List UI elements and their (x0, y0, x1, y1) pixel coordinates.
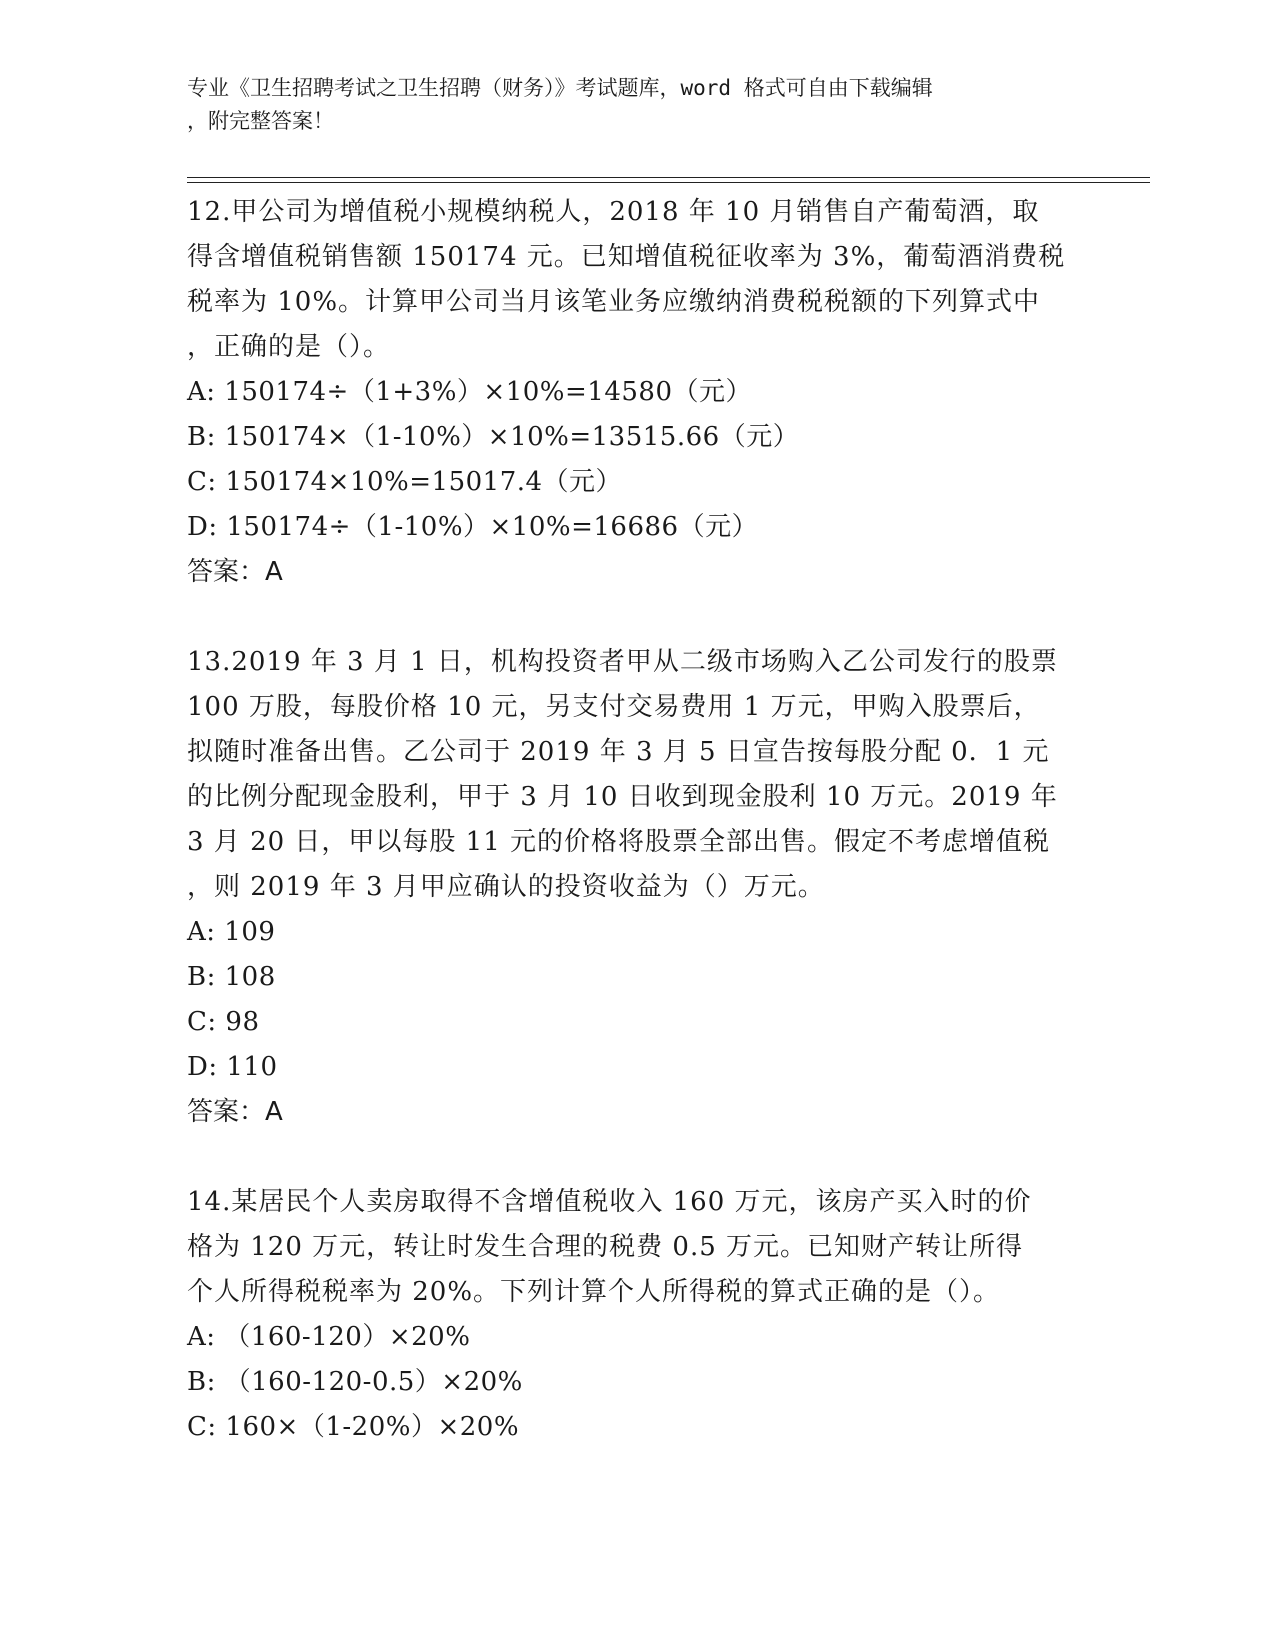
question-12 (187, 190, 1087, 595)
question-list (187, 190, 1087, 1450)
question-stem-line: 得含增值税销售额 150174 元。已知增值税征收率为 3%，葡萄酒消费税 (187, 242, 1066, 272)
option-a: A: （160-120）×20% (187, 1322, 471, 1352)
option-d: D: 110 (187, 1052, 278, 1082)
question-stem-line: ，则 2019 年 3 月甲应确认的投资收益为（）万元。 (187, 872, 825, 902)
question-stem-line: 13.2019 年 3 月 1 日，机构投资者甲从二级市场购入乙公司发行的股票 (187, 647, 1058, 677)
answer-label: 答案：A (187, 1097, 283, 1127)
document-header (187, 72, 1077, 138)
question-stem-line: 拟随时准备出售。乙公司于 2019 年 3 月 5 日宣告按每股分配 0．1 元 (187, 737, 1050, 767)
question-stem-line: 的比例分配现金股利，甲于 3 月 10 日收到现金股利 10 万元。2019 年 (187, 782, 1058, 812)
header-line-2: ，附完整答案！ (187, 109, 334, 133)
option-b: B: 150174×（1-10%）×10%=13515.66（元） (187, 422, 800, 452)
header-line-1: 专业《卫生招聘考试之卫生招聘（财务）》考试题库，word 格式可自由下载编辑 (187, 76, 933, 100)
option-b: B: （160-120-0.5）×20% (187, 1367, 523, 1397)
question-stem-line: 100 万股，每股价格 10 元，另支付交易费用 1 万元，甲购入股票后， (187, 692, 1041, 722)
question-stem-line: ，正确的是（）。 (187, 332, 391, 362)
option-c: C: 98 (187, 1007, 260, 1037)
option-c: C: 160×（1-20%）×20% (187, 1412, 520, 1442)
header-rule-top (187, 177, 1150, 178)
question-stem-line: 个人所得税税率为 20%。下列计算个人所得税的算式正确的是（）。 (187, 1277, 1001, 1307)
option-a: A: 150174÷（1+3%）×10%=14580（元） (187, 377, 752, 407)
header-rule-bottom (187, 182, 1150, 183)
option-d: D: 150174÷（1-10%）×10%=16686（元） (187, 512, 759, 542)
question-stem-line: 12.甲公司为增值税小规模纳税人，2018 年 10 月销售自产葡萄酒，取 (187, 197, 1040, 227)
option-c: C: 150174×10%=15017.4（元） (187, 467, 623, 497)
option-a: A: 109 (187, 917, 276, 947)
question-stem-line: 14.某居民个人卖房取得不含增值税收入 160 万元，该房产买入时的价 (187, 1187, 1032, 1217)
question-13 (187, 640, 1087, 1135)
question-14 (187, 1180, 1087, 1450)
answer-label: 答案：A (187, 557, 283, 587)
question-stem-line: 格为 120 万元，转让时发生合理的税费 0.5 万元。已知财产转让所得 (187, 1232, 1024, 1262)
question-stem-line: 3 月 20 日，甲以每股 11 元的价格将股票全部出售。假定不考虑增值税 (187, 827, 1051, 857)
question-stem-line: 税率为 10%。计算甲公司当月该笔业务应缴纳消费税税额的下列算式中 (187, 287, 1041, 317)
option-b: B: 108 (187, 962, 276, 992)
